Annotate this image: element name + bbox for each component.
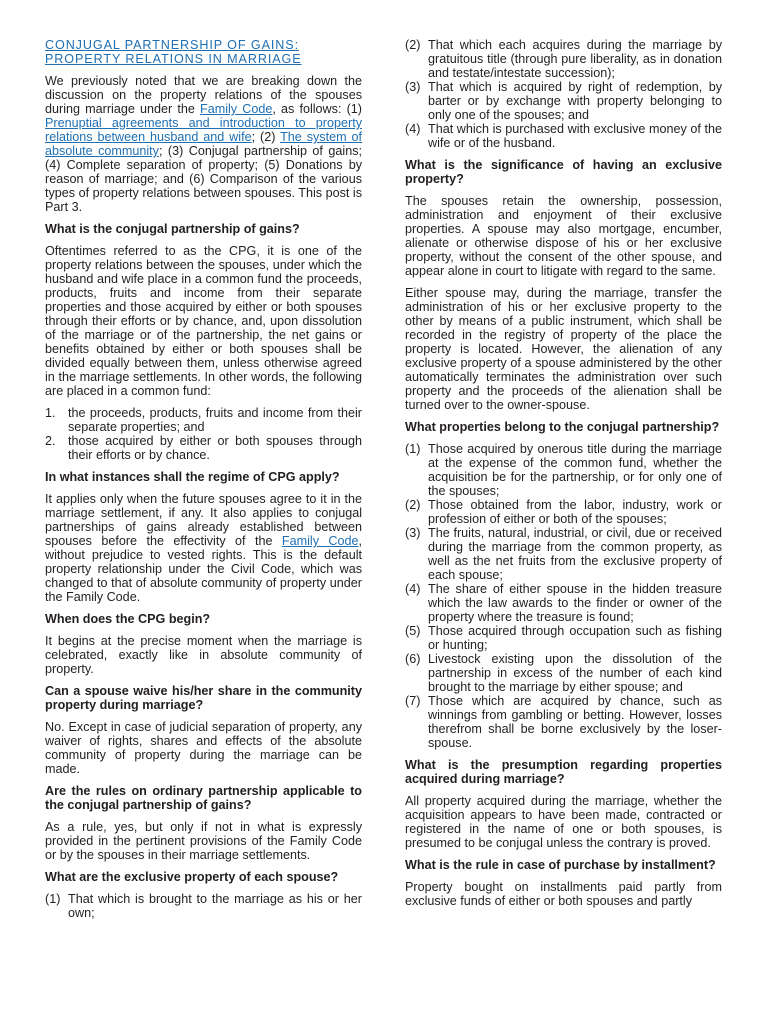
answer-exclusive-significance-1: The spouses retain the ownership, possession, administration and enjoyment of their exclusive properties. A spouse may also mortgage, encumber, alienate or otherwise dispose of his or her exclusive property, without the consent of the other spouse, and appear alone in court to litigate with regard to the same. <box>405 194 722 278</box>
list-number: (4) <box>405 582 421 596</box>
right-column <box>405 38 722 916</box>
question-installment: What is the rule in case of purchase by installment? <box>405 858 716 872</box>
list-number: (3) <box>405 526 421 540</box>
list-number: (2) <box>405 498 421 512</box>
list-text: Livestock existing upon the dissolution of the partnership in excess of the number of each kind brought to the marriage by either spouse; and <box>428 652 722 694</box>
absolute-community-link[interactable]: The system of absolute community <box>45 130 362 158</box>
list-item <box>405 582 722 624</box>
list-number: (1) <box>45 892 61 906</box>
list-item <box>45 434 362 462</box>
list-number: (5) <box>405 624 421 638</box>
article-title <box>45 38 362 66</box>
question-cpg-instances: In what instances shall the regime of CPG apply? <box>45 470 340 484</box>
answer-cpg-begin: It begins at the precise moment when the marriage is celebrated, exactly like in absolute community of property. <box>45 634 362 676</box>
list-text: the proceeds, products, fruits and income from their separate properties; and <box>68 406 362 434</box>
title-line-2: PROPERTY RELATIONS IN MARRIAGE <box>45 52 302 66</box>
list-text: Those acquired through occupation such as fishing or hunting; <box>428 624 722 652</box>
intro-text-3: ; (2) <box>251 130 281 144</box>
exclusive-property-list-right <box>405 38 722 150</box>
list-text: Those obtained from the labor, industry, work or profession of either or both of the spouses; <box>428 498 722 526</box>
prenuptial-link[interactable]: Prenuptial agreements and introduction to property relations between husband and wife <box>45 116 362 144</box>
question-waive-share: Can a spouse waive his/her share in the community property during marriage? <box>45 684 362 712</box>
list-text: The share of either spouse in the hidden treasure which the law awards to the finder or owner of the property where the treasure is found; <box>428 582 722 624</box>
list-number: (2) <box>405 38 421 52</box>
answer-cpg-instances <box>45 492 362 604</box>
answer-text-2: , without prejudice to vested rights. This is the default property relationship under the Civil Code, which was changed to that of absolute community of property under the Family Code. <box>45 534 363 604</box>
intro-text-2: , as follows: (1) <box>272 102 362 116</box>
conjugal-property-list <box>405 442 722 750</box>
list-item <box>405 498 722 526</box>
question-cpg-definition: What is the conjugal partnership of gains? <box>45 222 300 236</box>
question-partnership-rules: Are the rules on ordinary partnership applicable to the conjugal partnership of gains? <box>45 784 362 812</box>
list-text: The fruits, natural, industrial, or civil, due or received during the marriage from the common property, as well as the net fruits from the exclusive property of each spouse; <box>428 526 722 582</box>
list-text: That which each acquires during the marriage by gratuitous title (through pure liberality, as in donation and testate/intestate succession); <box>428 38 722 80</box>
list-number: (7) <box>405 694 421 708</box>
intro-text-1: We previously noted that we are breaking down the discussion on the property relations of the spouses during marriage under the <box>45 74 362 116</box>
list-item <box>45 892 362 920</box>
question-cpg-begin: When does the CPG begin? <box>45 612 211 626</box>
family-code-link-2[interactable]: Family Code <box>281 534 359 548</box>
list-item <box>405 624 722 652</box>
list-number: (6) <box>405 652 421 666</box>
list-text: Those which are acquired by chance, such as winnings from gambling or betting. However, losses therefrom shall be borne exclusively by the loser-spouse. <box>428 694 722 750</box>
list-text: That which is acquired by right of redemption, by barter or by exchange with property belonging to only one of the spouses; and <box>428 80 722 122</box>
exclusive-property-list-left <box>45 892 362 920</box>
list-number: (1) <box>405 442 421 456</box>
list-number: (3) <box>405 80 421 94</box>
answer-waive-share: No. Except in case of judicial separation of property, any waiver of rights, shares and effects of the absolute community of property during the marriage can be made. <box>45 720 362 776</box>
answer-text-1: It applies only when the future spouses agree to it in the marriage settlement, if any. It also applies to conjugal partnerships of gains already established between spouses before the effectivity of the <box>45 492 362 548</box>
list-text: That which is purchased with exclusive money of the wife or of the husband. <box>428 122 722 150</box>
left-column <box>45 38 362 928</box>
question-exclusive-property: What are the exclusive property of each spouse? <box>45 870 339 884</box>
list-text: Those acquired by onerous title during the marriage at the expense of the common fund, whether the acquisition be for the partnership, or for only one of the spouses; <box>428 442 722 498</box>
list-item <box>405 694 722 750</box>
answer-cpg-definition: Oftentimes referred to as the CPG, it is one of the property relations between the spouses, under which the husband and wife place in a common fund the proceeds, products, fruits and income from their separate properties and those acquired by either or both spouses through their efforts or by chance, and, upon dissolution of the marriage or of the partnership, the net gains or benefits obtained by either or both spouses shall be divided equally between them, unless otherwise agreed in the marriage settlements. In other words, the following are placed in a common fund: <box>45 244 362 398</box>
question-exclusive-significance: What is the significance of having an exclusive property? <box>405 158 722 186</box>
list-item <box>405 442 722 498</box>
question-conjugal-properties: What properties belong to the conjugal partnership? <box>405 420 720 434</box>
title-line-1: CONJUGAL PARTNERSHIP OF GAINS: <box>45 38 299 52</box>
list-number: 2. <box>45 434 56 448</box>
list-item <box>45 406 362 434</box>
answer-partnership-rules: As a rule, yes, but only if not in what is expressly provided in the pertinent provisions of the Family Code or by the spouses in their marriage settlements. <box>45 820 362 862</box>
list-item <box>405 526 722 582</box>
intro-paragraph <box>45 74 362 214</box>
list-item <box>405 80 722 122</box>
list-text: those acquired by either or both spouses through their efforts or by chance. <box>68 434 362 462</box>
list-item <box>405 38 722 80</box>
list-item <box>405 652 722 694</box>
list-item <box>405 122 722 150</box>
answer-installment: Property bought on installments paid partly from exclusive funds of either or both spouses and partly <box>405 880 722 908</box>
question-presumption: What is the presumption regarding properties acquired during marriage? <box>405 758 722 786</box>
list-text: That which is brought to the marriage as his or her own; <box>68 892 362 920</box>
answer-exclusive-significance-2: Either spouse may, during the marriage, transfer the administration of his or her exclusive property to the other by means of a public instrument, which shall be recorded in the registry of property of the place the property is located. However, the alienation of any exclusive property of a spouse administered by the other automatically terminates the administration over such property and the proceeds of the alienation shall be turned over to the owner-spouse. <box>405 286 722 412</box>
intro-text-4: ; (3) Conjugal partnership of gains; (4) Complete separation of property; (5) Donations by reason of marriage; and (6) Comparison of the various types of property relations between spouses. This post is Part 3. <box>45 144 362 214</box>
list-number: 1. <box>45 406 56 420</box>
common-fund-list <box>45 406 362 462</box>
family-code-link[interactable]: Family Code <box>200 102 273 116</box>
answer-presumption: All property acquired during the marriage, whether the acquisition appears to have been made, contracted or registered in the name of one or both spouses, is presumed to be conjugal unless the contrary is proved. <box>405 794 722 850</box>
list-number: (4) <box>405 122 421 136</box>
